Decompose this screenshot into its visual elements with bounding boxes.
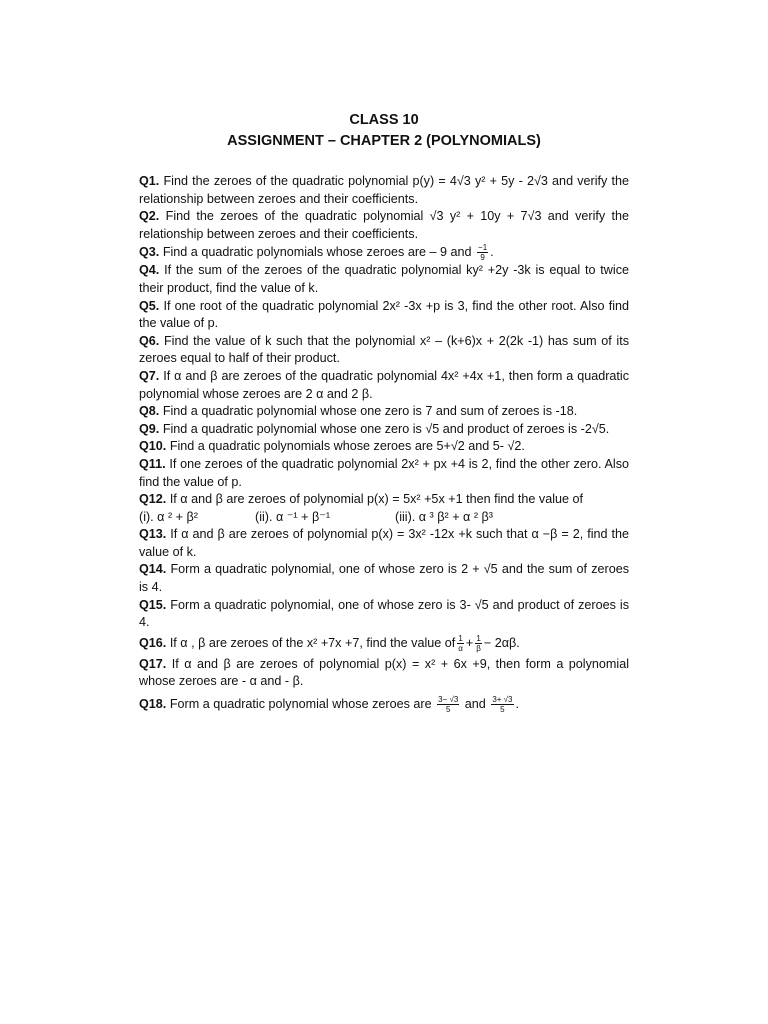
question-text: Find a quadratic polynomials whose zeroes are 5+√2 and 5- √2.	[169, 439, 525, 454]
fraction-denominator: β	[476, 643, 481, 653]
question-label: Q9.	[139, 421, 160, 436]
question-label: Q2.	[139, 209, 160, 224]
question-label: Q14.	[139, 562, 167, 577]
question-2	[139, 208, 629, 243]
question-text: If the sum of the zeroes of the quadratic polynomial ky² +2y -3k is equal to twice their product, find the value of k.	[139, 263, 629, 295]
question-label: Q18.	[139, 696, 167, 711]
part-ii: (ii). α ⁻¹ + β⁻¹	[255, 509, 331, 524]
fraction-2	[475, 634, 482, 653]
question-text: If α and β are zeroes of polynomial p(x) = 3x² -12x +k such that α −β = 2, find the value of k.	[139, 527, 629, 559]
assignment-title: ASSIGNMENT – CHAPTER 2 (POLYNOMIALS)	[227, 133, 541, 149]
fraction-1	[457, 634, 464, 653]
question-10	[139, 438, 629, 456]
question-1	[139, 173, 629, 208]
question-text: Form a quadratic polynomial, one of whose zero is 2 + √5 and the sum of zeroes is 4.	[139, 562, 629, 595]
question-list	[139, 173, 629, 714]
fraction-numerator: −1	[478, 243, 488, 253]
question-text: Find the value of k such that the polynomial x² – (k+6)x + 2(2k -1) has sum of its zeroes equal to half of their product.	[139, 333, 630, 366]
and-word: and	[464, 696, 486, 711]
question-5	[139, 298, 629, 333]
question-14	[139, 561, 629, 596]
fraction-numerator: 3+ √3	[492, 695, 513, 705]
question-text: If α , β are zeroes of the x² +7x +7, find the value of	[169, 635, 456, 650]
question-text: Form a quadratic polynomial whose zeroes are	[169, 696, 432, 711]
question-label: Q7.	[139, 368, 160, 383]
question-text: If one root of the quadratic polynomial 2x² -3x +p is 3, find the other root. Also find the value of p.	[139, 298, 630, 331]
question-text: Find the zeroes of the quadratic polynomial p(y) = 4√3 y² + 5y - 2√3 and verify the relationship between zeroes and their coefficients.	[139, 174, 629, 206]
question-text: Find a quadratic polynomial whose one zero is √5 and product of zeroes is -2√5.	[162, 421, 610, 436]
fraction-denominator: 9	[480, 253, 485, 263]
question-16	[139, 634, 629, 653]
fraction-denominator: α	[458, 643, 463, 653]
question-text: Find a quadratic polynomials whose zeroes are – 9 and	[162, 245, 472, 260]
question-label: Q13.	[139, 527, 167, 542]
fraction-numerator: 1	[458, 633, 463, 643]
class-title: CLASS 10	[349, 112, 419, 128]
question-label: Q16.	[139, 635, 167, 650]
question-9	[139, 421, 629, 439]
question-text: If one zeroes of the quadratic polynomial 2x² + px +4 is 2, find the other zero. Also find the value of p.	[139, 456, 629, 489]
question-15	[139, 597, 629, 632]
part-i: (i). α ² + β²	[139, 509, 198, 524]
fraction-denominator: 5	[500, 705, 505, 715]
fraction-numerator: 3− √3	[438, 695, 459, 705]
question-text-end: − 2αβ.	[483, 635, 520, 650]
fraction-2	[491, 695, 513, 714]
question-label: Q4.	[139, 263, 160, 278]
question-label: Q10.	[139, 439, 167, 454]
question-label: Q8.	[139, 404, 160, 419]
question-label: Q17.	[139, 656, 167, 671]
question-text-end: .	[515, 696, 519, 711]
part-iii: (iii). α ³ β² + α ² β³	[395, 509, 493, 524]
document-header	[0, 110, 768, 152]
question-text-end: .	[490, 245, 494, 260]
question-label: Q3.	[139, 245, 160, 260]
question-label: Q5.	[139, 298, 160, 313]
question-12-parts	[139, 510, 493, 524]
question-text: If α and β are zeroes of polynomial p(x) = 5x² +5x +1 then find the value of	[169, 492, 584, 507]
plus-sign: +	[465, 635, 474, 650]
question-text: Find the zeroes of the quadratic polynomial √3 y² + 10y + 7√3 and verify the relationship between zeroes and their coefficients.	[139, 209, 629, 241]
question-12	[139, 491, 629, 526]
question-label: Q12.	[139, 492, 167, 507]
question-18	[139, 695, 629, 714]
question-label: Q6.	[139, 333, 160, 348]
question-label: Q11.	[139, 456, 166, 471]
question-text: If α and β are zeroes of the quadratic polynomial 4x² +4x +1, then form a quadratic polynomial whose zeroes are 2 α and 2 β.	[139, 368, 629, 401]
question-17	[139, 656, 629, 691]
question-text: Find a quadratic polynomial whose one zero is 7 and sum of zeroes is -18.	[162, 404, 578, 419]
fraction-1	[437, 695, 459, 714]
question-3	[139, 243, 629, 262]
question-4	[139, 262, 629, 297]
question-label: Q1.	[139, 174, 160, 188]
question-13	[139, 526, 629, 561]
question-label: Q15.	[139, 597, 167, 612]
question-8	[139, 403, 629, 421]
fraction-denominator: 5	[445, 705, 451, 715]
question-11	[139, 456, 629, 491]
question-7	[139, 368, 629, 403]
fraction	[477, 243, 488, 262]
question-text: If α and β are zeroes of polynomial p(x) = x² + 6x +9, then form a polynomial whose zeroes are - α and - β.	[139, 656, 629, 689]
fraction-numerator: 1	[476, 633, 481, 643]
question-text: Form a quadratic polynomial, one of whose zero is 3- √5 and product of zeroes is 4.	[139, 597, 629, 630]
question-6	[139, 333, 629, 368]
